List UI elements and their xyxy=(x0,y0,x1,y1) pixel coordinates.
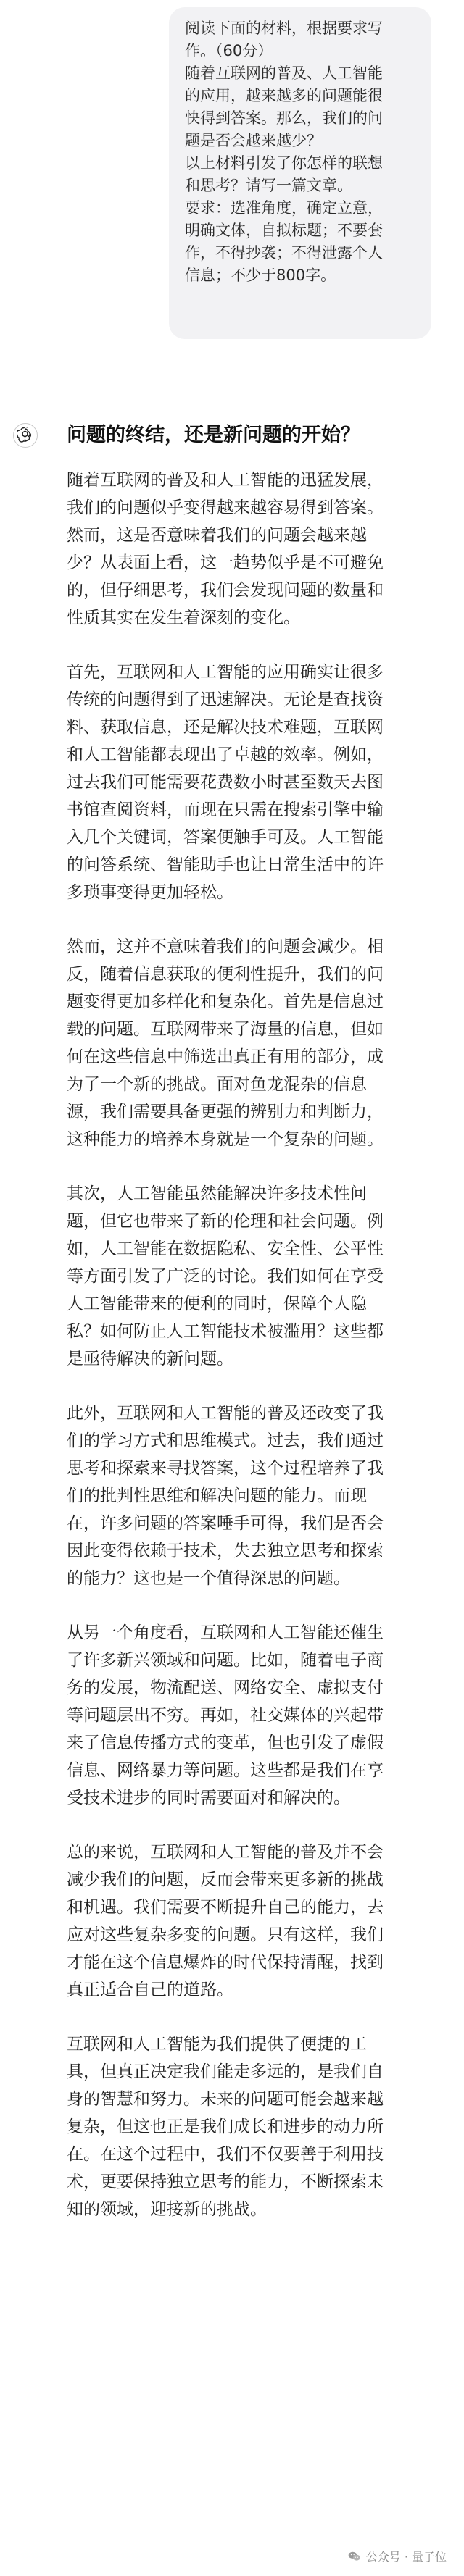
answer-line: 思考和探索来寻找答案，这个过程培养了我 xyxy=(67,1459,384,1478)
wechat-icon xyxy=(347,2549,362,2564)
answer-title: 问题的终结，还是新问题的开始？ xyxy=(67,424,360,446)
answer-line: 此外，互联网和人工智能的普及还改变了我 xyxy=(67,1404,384,1423)
answer-line: 因此变得依赖于技术，失去独立思考和探索 xyxy=(67,1542,384,1560)
user-message-line: 题是否会越来越少？ xyxy=(185,132,322,149)
answer-line: 务的发展，物流配送、网络安全、虚拟支付 xyxy=(67,1678,384,1697)
answer-line: 在。在这个过程中，我们不仅要善于利用技 xyxy=(67,2145,384,2164)
answer-line: 了许多新兴领域和问题。比如，随着电子商 xyxy=(67,1651,384,1670)
user-message-line: 作，不得抄袭；不得泄露个人 xyxy=(185,244,383,262)
answer-line: 来了信息传播方式的变革，但也引发了虚假 xyxy=(67,1734,384,1752)
user-message-line: 随着互联网的普及、人工智能 xyxy=(185,64,383,82)
user-message-line: 以上材料引发了你怎样的联想 xyxy=(185,154,383,172)
answer-paragraph xyxy=(67,933,451,1153)
user-message-line: 的应用，越来越多的问题能很 xyxy=(185,87,383,104)
answer-body xyxy=(67,467,451,2250)
user-message-line: 作。（60分） xyxy=(185,42,273,59)
answer-line: 多琐事变得更加轻松。 xyxy=(67,883,233,902)
watermark-text: 公众号 · 量子位 xyxy=(365,2550,447,2564)
user-message-line: 阅读下面的材料，根据要求写 xyxy=(185,20,383,37)
user-message-line: 要求：选准角度，确定立意， xyxy=(185,199,383,217)
user-message-line: 信息；不少于800字。 xyxy=(185,267,336,284)
answer-line: 入几个关键词，答案便触手可及。人工智能 xyxy=(67,828,384,847)
user-message-line: 明确文体，自拟标题；不要套 xyxy=(185,222,383,239)
answer-line: 然而，这并不意味着我们的问题会减少。相 xyxy=(67,937,384,956)
answer-paragraph xyxy=(67,2031,451,2223)
answer-line: 题变得更加多样化和复杂化。首先是信息过 xyxy=(67,992,384,1011)
answer-line: 在，许多问题的答案唾手可得，我们是否会 xyxy=(67,1514,384,1533)
answer-paragraph xyxy=(67,1839,451,2004)
answer-paragraph xyxy=(67,1400,451,1592)
answer-line: 反，随着信息获取的便利性提升，我们的问 xyxy=(67,965,384,984)
answer-line: 知的领域，迎接新的挑战。 xyxy=(67,2200,267,2219)
openai-logo-icon xyxy=(17,427,33,443)
answer-line: 如，人工智能在数据隐私、安全性、公平性 xyxy=(67,1239,384,1258)
answer-line: 何在这些信息中筛选出真正有用的部分，成 xyxy=(67,1047,384,1066)
answer-line: 的能力？这也是一个值得深思的问题。 xyxy=(67,1569,350,1588)
answer-line: 随着互联网的普及和人工智能的迅猛发展， xyxy=(67,471,384,490)
answer-line: 是亟待解决的新问题。 xyxy=(67,1350,233,1368)
answer-line: 总的来说，互联网和人工智能的普及并不会 xyxy=(67,1843,384,1862)
answer-line: 载的问题。互联网带来了海量的信息，但如 xyxy=(67,1020,384,1039)
answer-line: 的问答系统、智能助手也让日常生活中的许 xyxy=(67,856,384,874)
user-message-bubble xyxy=(169,7,431,339)
answer-line: 真正适合自己的道路。 xyxy=(67,1981,233,1999)
answer-paragraph xyxy=(67,467,451,632)
answer-line: 少？从表面上看，这一趋势似乎是不可避免 xyxy=(67,553,384,572)
answer-line: 具，但真正决定我们能走多远的，是我们自 xyxy=(67,2062,384,2081)
answer-line: 等问题层出不穷。再如，社交媒体的兴起带 xyxy=(67,1706,384,1725)
answer-line: 过去我们可能需要花费数小时甚至数天去图 xyxy=(67,773,384,792)
answer-line: 料、获取信息，还是解决技术难题，互联网 xyxy=(67,718,384,737)
answer-line: 和人工智能都表现出了卓越的效率。例如， xyxy=(67,745,384,764)
answer-line: 性质其实在发生着深刻的变化。 xyxy=(67,609,300,627)
answer-line: 应对这些复杂多变的问题。只有这样，我们 xyxy=(67,1925,384,1944)
answer-line: 复杂，但这也正是我们成长和进步的动力所 xyxy=(67,2117,384,2136)
answer-line: 首先，互联网和人工智能的应用确实让很多 xyxy=(67,663,384,682)
answer-paragraph xyxy=(67,658,451,906)
answer-line: 传统的问题得到了迅速解决。无论是查找资 xyxy=(67,690,384,709)
answer-line: 为了一个新的挑战。面对鱼龙混杂的信息 xyxy=(67,1075,367,1094)
answer-line: 这种能力的培养本身就是一个复杂的问题。 xyxy=(67,1130,384,1149)
answer-line: 互联网和人工智能为我们提供了便捷的工 xyxy=(67,2035,367,2054)
answer-line: 源，我们需要具备更强的辨别力和判断力， xyxy=(67,1103,384,1121)
answer-line: 等方面引发了广泛的讨论。我们如何在享受 xyxy=(67,1267,384,1286)
answer-line: 我们的问题似乎变得越来越容易得到答案。 xyxy=(67,498,384,517)
answer-line: 减少我们的问题，反而会带来更多新的挑战 xyxy=(67,1870,384,1889)
answer-line: 术，更要保持独立思考的能力，不断探索未 xyxy=(67,2173,384,2191)
answer-line: 其次，人工智能虽然能解决许多技术性问 xyxy=(67,1184,367,1203)
assistant-avatar xyxy=(13,423,38,448)
answer-line: 人工智能带来的便利的同时，保障个人隐 xyxy=(67,1295,367,1313)
answer-line: 书馆查阅资料，而现在只需在搜索引擎中输 xyxy=(67,800,384,819)
answer-paragraph xyxy=(67,1619,451,1812)
user-message-line: 快得到答案。那么，我们的问 xyxy=(185,109,383,127)
answer-line: 从另一个角度看，互联网和人工智能还催生 xyxy=(67,1623,384,1642)
answer-line: 受技术进步的同时需要面对和解决的。 xyxy=(67,1789,350,1807)
answer-paragraph xyxy=(67,1180,451,1373)
watermark xyxy=(343,2546,451,2566)
answer-line: 才能在这个信息爆炸的时代保持清醒，找到 xyxy=(67,1953,384,1972)
answer-line: 信息、网络暴力等问题。这些都是我们在享 xyxy=(67,1761,384,1780)
answer-line: 题，但它也带来了新的伦理和社会问题。例 xyxy=(67,1212,384,1231)
answer-line: 们的批判性思维和解决问题的能力。而现 xyxy=(67,1486,367,1505)
answer-line: 和机遇。我们需要不断提升自己的能力，去 xyxy=(67,1898,384,1917)
answer-line: 私？如何防止人工智能技术被滥用？这些都 xyxy=(67,1322,384,1341)
answer-line: 然而，这是否意味着我们的问题会越来越 xyxy=(67,526,367,545)
user-message-line: 和思考？请写一篇文章。 xyxy=(185,177,352,194)
answer-line: 身的智慧和努力。未来的问题可能会越来越 xyxy=(67,2090,384,2109)
answer-line: 们的学习方式和思维模式。过去，我们通过 xyxy=(67,1431,384,1450)
answer-line: 的，但仔细思考，我们会发现问题的数量和 xyxy=(67,581,384,600)
